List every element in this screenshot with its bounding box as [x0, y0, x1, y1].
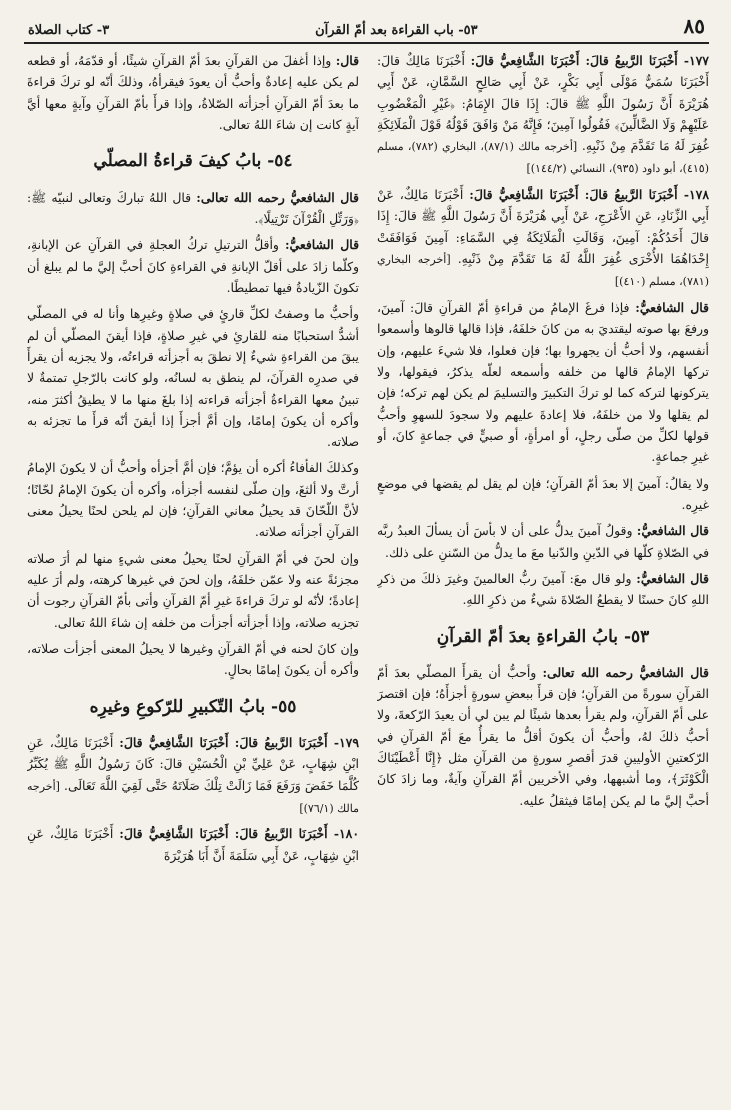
paragraph-lead: قال الشافعيُّ:: [635, 299, 709, 315]
paragraph: [377, 662, 709, 811]
hadith-chain: ١٧٧- أَخْبَرَنَا الرَّبيعُ قالَ: أَخْبَرَنَا الشَّافِعيُّ قالَ:: [470, 53, 709, 68]
paragraph-lead: قال الشافعيُّ رحمه الله تعالى:: [542, 664, 709, 680]
hadith-entry: [27, 732, 359, 818]
paragraph-lead: قال الشافعيُّ رحمه الله تعالى:: [196, 189, 359, 205]
hadith-text: أَخْبَرَنَا مَالِكٌ، عَنِ ابْنِ شِهَابٍ، عَنْ أَبِي سَلَمَةَ أَنَّ أَبَا هُرَيْرَةَ: [27, 826, 359, 863]
hadith-text: أَخْبَرَنَا مَالِكٌ قالَ: أَخْبَرَنَا سُمَيٌّ مَوْلَى أَبِي بَكْرٍ، عَنْ أَبِي صَالِحٍ السَّمَّانِ، عَنْ أَبِي هُرَيْرَةَ أَنَّ رَسُولَ اللَّهِ ﷺ قالَ: إِذَا قالَ الإِمَامُ: ﴿غَيْرِ الْمَغْضُوبِ عَلَيْهِمْ وَلَا الضَّالِّينَ﴾ فَقُولُوا آمِينَ؛ فَإِنَّهُ مَنْ وَافَقَ قَوْلُهُ قَوْلَ الْمَلَائِكَةِ غُفِرَ لَهُ مَا تَقَدَّمَ مِنْ ذَنْبِهِ.: [377, 53, 709, 154]
paragraph-lead: قال الشافعيُّ:: [636, 570, 709, 586]
paragraph-text: وأحبُّ أن يقرأَ المصلّي بعدَ أمّ القرآنِ سورةً من القرآنِ؛ فإن قرأَ ببعضِ سورةٍ أجزأَهُ؛ فإن اقتصرَ على أمّ القرآنِ، ولم يقرأ بعدها شيئًا لم يبن لي أن يعيدَ الرّكعةَ، ولا أحبُّ ذلكَ لهُ، وأحبُّ أن يكونَ أقلُّ ما يقرأُ معَ أمّ القرآنِ في الرّكعتينِ الأوليينِ قدرَ أقصرِ سورةٍ من القرآنِ مثل ﴿إِنَّا أَعْطَيْنَاكَ الْكَوْثَرَ﴾، وما أشبهها، وفي الأخريين أمّ القرآنِ وآيةٌ، وما زادَ كانَ أحبَّ إليَّ ما لم يكن إمامًا فيثقلُ عليه.: [377, 664, 709, 808]
paragraph-text: وإذا أغفلَ من القرآنِ بعدَ أمّ القرآنِ شيئًا، أو قدّمَهُ، أو قطعه لم يكن عليه إعادةٌ وأحبُّ أن يعودَ فيقرأهُ، وذلكَ أنّه لو تركَ قراءةَ ما بعدَ أمّ القرآنِ أجزأته الصّلاةُ، وإذا قرأَ بأمّ القرآنِ وآيةٍ معها أيَّ آيةٍ كانت إن شاءَ اللهُ تعالى.: [27, 53, 359, 132]
chapter-heading: ٥٣- باب القراءة بعد أمّ القرآن: [315, 23, 478, 38]
hadith-entry: [377, 50, 709, 179]
left-column: [27, 50, 359, 1100]
paragraph: [27, 548, 359, 633]
text-columns: [24, 50, 709, 1100]
paragraph-text: ولا يقالُ: آمينَ إلا بعدَ أمّ القرآنِ؛ فإن لم يقل لم يقضها في موضعٍ غيرِه.: [377, 475, 709, 512]
paragraph-text: وكذلكَ الفأفاءُ أكره أن يؤمَّ؛ فإن أمَّ أجزأه وأحبُّ أن لا يكونَ الإمامُ أرتَّ ولا ألثغَ، وإن صلّى لنفسه أجزأه، وأكره أن يكونَ الإمامُ لحّانًا؛ لأنَّ اللّحّانَ قد يحيلُ معاني القرآنِ؛ فإن لم يلحن لحنًا يحيلُ معنى القرآنِ أجزأته صلاته.: [27, 460, 359, 540]
paragraph: [27, 50, 359, 135]
paragraph-text: وإن لحنَ في أمّ القرآنِ لحنًا يحيلُ معنى شيءٍ منها لم أرَ صلاته مجزئةً عنه ولا عمّن خلفَهُ، وإن لحنَ في غيرها كرهته، ولم أرَ عليه إعادةً؛ لأنّه لو تركَ قراءةَ غيرِ أمّ القرآنِ وأتى بأمّ القرآنِ رجوت أن تجزيه صلاته، وإذا أجزأته أجزأت من خلفه إن شاءَ اللهُ تعالى.: [27, 550, 359, 630]
hadith-source: [أخرجه مالك (٧٦/١)]: [27, 779, 359, 815]
paragraph-text: وأحبُّ ما وصفتُ لكلِّ قارئٍ في صلاةٍ وغيرِها وأنا له في المصلّي أشدُّ استحبابًا منه للقارئِ في غيرِ صلاةٍ، فإذا أيقنَ المصلّي أن لم يبقَ من القراءةِ شيءٌ إلا نطقَ به أجزأته قراءتُه، ولا يجزيه أن يقرأَ في صدرِه القرآنَ، لم ينطق به لسانُه، ولو كانت بالرّجلِ تمتمةٌ لا تبينُ معها القراءةُ أجزأته قراءته إذا بلغَ منها ما لا يطيقُ أكثرَ منه، وأكره أن يكونَ إمامًا، وإن أمَّ أجزأَ إذا أيقنَ أنّه قرأَ ما تجزئه به صلاته.: [27, 306, 359, 450]
paragraph: [377, 297, 709, 468]
hadith-chain: ١٨٠- أَخْبَرَنَا الرَّبيعُ قالَ: أَخْبَرَنَا الشَّافِعيُّ قالَ:: [119, 826, 359, 842]
paragraph: [377, 568, 709, 611]
paragraph: [27, 234, 359, 298]
paragraph-lead: قال الشافعيُّ:: [636, 523, 709, 539]
section-title: ٥٣- بابُ القراءةِ بعدَ أمّ القرآنِ: [436, 626, 650, 647]
hadith-entry: [377, 184, 709, 292]
paragraph: [27, 187, 359, 230]
hadith-chain: ١٧٨- أَخْبَرَنَا الرَّبيعُ قالَ: أَخْبَرَنَا الشَّافِعيُّ قالَ:: [469, 187, 709, 203]
paragraph-text: وقولُ آمينَ يدلُّ على أن لا بأسَ أن يسألَ العبدُ ربَّه في الصّلاةِ كلّها في الدّينِ والدّنيا معَ ما يدلُّ من السّننِ على ذلك.: [377, 523, 709, 560]
paragraph: [27, 457, 359, 542]
paragraph-text: وإن كانَ لحنه في أمّ القرآنِ وغيرها لا يحيلُ المعنى أجزأت صلاته، وأكره أن يكونَ إمامًا بحالٍ.: [27, 641, 359, 678]
hadith-text: أَخْبَرَنَا مَالِكٌ، عَنْ أَبِي الزِّنَادِ، عَنِ الأَعْرَجِ، عَنْ أَبِي هُرَيْرَةَ أَنَّ رَسُولَ اللَّهِ ﷺ قالَ: إِذَا قالَ أَحَدُكُمْ: آمِينَ، وَقَالَتِ الْمَلَائِكَةُ فِي السَّمَاءِ: آمِينَ فَوَافَقَتْ إِحْدَاهُمَا الأُخْرَى غُفِرَ اللَّهُ لَهُ مَا تَقَدَّمَ مِنْ ذَنْبِهِ.: [377, 187, 709, 267]
paragraph-lead: قال:: [335, 53, 359, 68]
section-title: ٥٤- بابُ كيفَ قراءةُ المصلّي: [93, 151, 293, 172]
paragraph: [27, 303, 359, 452]
hadith-chain: ١٧٩- أَخْبَرَنَا الرَّبيعُ قالَ: أَخْبَرَنَا الشَّافِعيُّ قالَ:: [119, 735, 359, 750]
paragraph: [377, 473, 709, 516]
hadith-entry: [27, 823, 359, 866]
paragraph-text: قال اللهُ تباركَ وتعالى لنبيّه ﷺ: ﴿وَرَتِّلِ الْقُرْآنَ تَرْتِيلًا﴾.: [27, 189, 359, 226]
hadith-text: أَخْبَرَنَا مَالِكٌ، عَنِ ابْنِ شِهَابٍ، عَنْ عَلِيِّ بْنِ الْحُسَيْنِ قالَ: كَانَ رَسُولُ اللَّهِ ﷺ يُكَبِّرُ كُلَّمَا خَفَضَ وَرَفَعَ فَمَا زَالَتْ تِلْكَ صَلَاتَهُ حَتَّى لَقِيَ اللَّهَ تَعَالَى.: [27, 735, 359, 793]
right-column: [377, 50, 709, 1100]
section-title: ٥٥- بابُ التّكبيرِ للرّكوعِ وغيرِه: [89, 696, 297, 717]
page-number: ٨٥: [683, 14, 705, 38]
paragraph: [27, 638, 359, 681]
paragraph-text: فإذا فرغَ الإمامُ من قراءةِ أمّ القرآنِ قالَ: آمينَ، ورفعَ بها صوته ليقتديَ به من كانَ خلفَهُ، فإذا قالها قالوها وأسمعوا أنفسهم، ولا أحبُّ أن يجهروا بها؛ فإن فعلوا، فلا شيءَ عليهم، وإن تركها الإمامُ قالها من خلفه وأسمعه لعلّه يذكرُ، فيقولها، ولا يتركونها لتركه كما لو تركَ التكبيرَ والتسليمَ لم يكن لهم تركه؛ فإن لم يقلها ولا من خلفَهُ، فلا إعادةَ عليهم ولا سجودَ للسهوِ وأحبُّ قولها لكلِّ من صلّى رجلٍ، أو امرأةٍ، أو صبيٍّ في جماعةٍ كانَ، أو غيرِ جماعةٍ.: [377, 299, 709, 465]
book-heading: ٣- كتاب الصلاة: [28, 23, 110, 38]
paragraph: [377, 520, 709, 563]
hadith-source: [أخرجه البخاري (٧٨١)، مسلم (٤١٠)]: [377, 253, 709, 289]
hadith-source: [أخرجه مالك (٨٧/١)، البخاري (٧٨٢)، مسلم (٤١٥)، أبو داود (٩٣٥)، النسائي (١٤٤/٢)]: [377, 140, 709, 176]
paragraph-lead: قال الشافعيُّ:: [284, 237, 359, 253]
paragraph-text: ولو قال معَ: آمينَ ربُّ العالمينَ وغيرَ ذلكَ من ذكرِ اللهِ كانَ حسنًا لا يقطعُ الصّلاةَ شيءٌ من ذكرِ اللهِ.: [377, 570, 709, 608]
running-header: [24, 14, 709, 44]
paragraph-text: وأقلُّ الترتيلِ تركُ العجلةِ في القرآنِ عن الإبانةِ، وكلّما زادَ على أقلّ الإبانةِ في القراءةِ كانَ أحبَّ إليَّ ما لم يبلغ أن تكونَ الزّيادةُ فيها تمطيطًا.: [27, 237, 359, 295]
